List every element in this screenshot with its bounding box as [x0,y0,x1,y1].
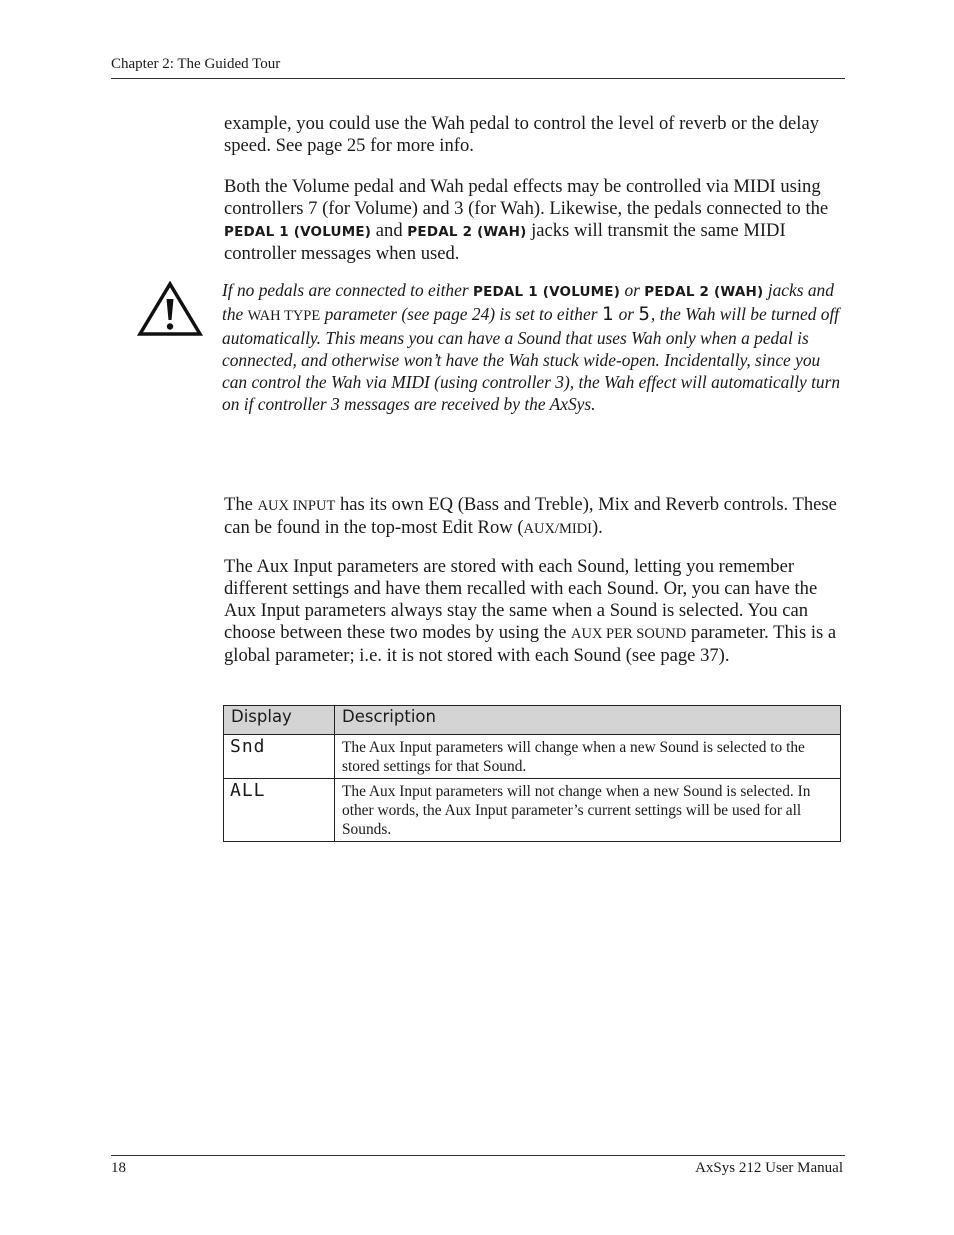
param-name: AUX/MIDI [523,521,592,537]
column-header-display: Display [224,706,335,735]
display-cell: ALL [224,779,335,842]
table-header-row [224,706,841,735]
manual-title: AxSys 212 User Manual [695,1160,843,1176]
paragraph-midi-controllers [224,176,846,265]
table-row [224,779,841,842]
text-run: parameter (see page 24) is set to either [320,304,602,324]
description-cell: The Aux Input parameters will not change when a new Sound is selected. In other words, the Aux Input parameter’s current settings will be used for all Sounds. [335,779,841,842]
text-run: or [620,280,645,300]
param-name: AUX INPUT [257,498,336,514]
page-number: 18 [111,1160,126,1176]
column-header-description: Description [335,706,841,735]
text-run: jacks and the [222,280,834,324]
text-run: and [371,220,408,241]
header-rule [111,78,845,79]
text-run: If no pedals are connected to either [222,280,473,300]
paragraph-aux-per-sound [224,556,846,667]
text-run: , the Wah will be turned off automatically. This means you can have a Sound that uses Wah only when a pedal is connected, and otherwise won’t have the Wah stuck wide-open. Incidentally, since you can control the Wah via MIDI (using controller 3), the Wah effect will automatically turn on if controller 3 messages are received by the AxSys. [222,304,841,414]
footer-rule [111,1155,845,1156]
keycap-pedal1: PEDAL 1 (VOLUME) [472,284,621,300]
lcd-value: 5 [638,303,651,325]
table-row [224,735,841,779]
param-name: WAH TYPE [247,308,321,324]
warning-triangle-icon [137,281,203,337]
paragraph-aux-input [224,494,846,540]
page-header: Chapter 2: The Guided Tour [111,56,281,72]
text-run: ). [591,517,603,538]
text-run: has its own EQ (Bass and Treble), Mix and Reverb controls. These can be found in the top-most Edit Row ( [224,494,837,538]
text-run: jacks will transmit the same MIDI controller messages when used. [224,220,786,264]
display-cell: Snd [224,735,335,779]
param-name: AUX PER SOUND [571,626,687,642]
paragraph-wah-controls: example, you could use the Wah pedal to control the level of reverb or the delay speed. See page 25 for more info. [224,113,820,156]
lcd-value: 1 [601,303,615,325]
text-run: or [614,304,639,324]
warning-note [222,279,846,415]
text-run: parameter. This is a global parameter; i.e. it is not stored with each Sound (see page 37). [224,622,837,666]
aux-per-sound-table [223,705,841,842]
keycap-pedal2: PEDAL 2 (WAH) [644,284,764,300]
text-run: Both the Volume pedal and Wah pedal effects may be controlled via MIDI using controllers 7 (for Volume) and 3 (for Wah). Likewise, the pedals connected to the [224,176,829,219]
text-run: The [224,494,258,515]
keycap-pedal1: PEDAL 1 (VOLUME) [224,224,372,240]
keycap-pedal2: PEDAL 2 (WAH) [407,224,527,240]
description-cell: The Aux Input parameters will change when a new Sound is selected to the stored settings for that Sound. [335,735,841,779]
text-run: The Aux Input parameters are stored with each Sound, letting you remember different settings and have them recalled with each Sound. Or, you can have the Aux Input parameters always stay the same when a Sound is selected. You can choose between these two modes by using the [224,556,818,643]
